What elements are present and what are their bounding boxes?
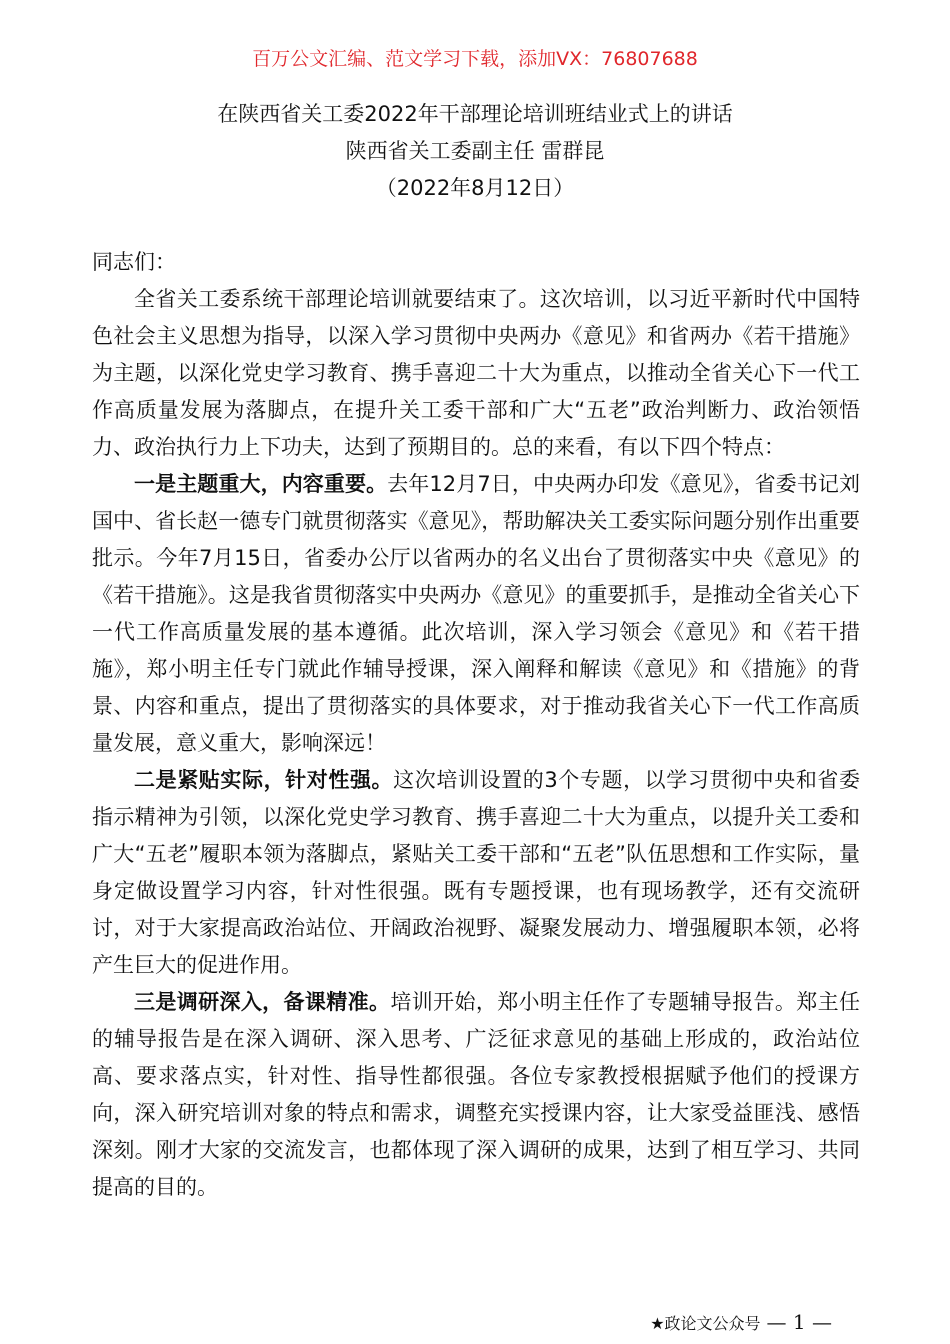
point-two-paragraph <box>92 762 860 984</box>
point-two-heading: 二是紧贴实际，针对性强。 <box>134 768 394 792</box>
document-header <box>0 96 950 207</box>
point-one-paragraph <box>92 466 860 762</box>
speech-body <box>92 244 860 1206</box>
page-footer <box>650 1310 832 1336</box>
point-three-text: 培训开始，郑小明主任作了专题辅导报告。郑主任的辅导报告是在深入调研、深入思考、广泛征求意见的基础上形成的，政治站位高、要求落点实，针对性、指导性都很强。各位专家教授根据赋予他们的授课方向，深入研究培训对象的特点和需求，调整充实授课内容，让大家受益匪浅、感悟深刻。刚才大家的交流发言，也都体现了深入调研的成果，达到了相互学习、共同提高的目的。 <box>92 990 861 1199</box>
point-two-text: 这次培训设置的3个专题，以学习贯彻中央和省委指示精神为引领，以深化党史学习教育、携手喜迎二十大为重点，以提升关工委和广大“五老”履职本领为落脚点，紧贴关工委干部和“五老”队伍思想和工作实际，量身定做设置学习内容，针对性很强。既有专题授课，也有现场教学，还有交流研讨，对于大家提高政治站位、开阔政治视野、凝聚发展动力、增强履职本领，必将产生巨大的促进作用。 <box>92 768 861 977</box>
point-three-paragraph <box>92 984 860 1206</box>
page-number: — 1 — <box>766 1310 832 1334</box>
document-title: 在陕西省关工委2022年干部理论培训班结业式上的讲话 <box>217 102 733 126</box>
speaker-line: 陕西省关工委副主任 雷群昆 <box>345 139 605 163</box>
speech-date: （2022年8月12日） <box>375 176 575 200</box>
point-three-heading: 三是调研深入，备课精准。 <box>134 990 391 1014</box>
salutation: 同志们： <box>92 250 176 274</box>
point-one-text: 去年12月7日，中央两办印发《意见》，省委书记刘国中、省长赵一德专门就贯彻落实《意见》，帮助解决关工委实际问题分别作出重要批示。今年7月15日，省委办公厅以省两办的名义出台了贯彻落实中央《意见》的《若干措施》。这是我省贯彻落实中央两办《意见》的重要抓手，是推动全省关心下一代工作高质量发展的基本遵循。此次培训，深入学习领会《意见》和《若干措施》，郑小明主任专门就此作辅导授课，深入阐释和解读《意见》和《措施》的背景、内容和重点，提出了贯彻落实的具体要求，对于推动我省关心下一代工作高质量发展，意义重大，影响深远！ <box>92 472 860 755</box>
promo-banner: 百万公文汇编、范文学习下载，添加VX：76807688 <box>252 48 698 70</box>
point-one-heading: 一是主题重大，内容重要。 <box>134 472 388 496</box>
footer-source: ★政论文公众号 <box>650 1314 761 1333</box>
intro-paragraph: 全省关工委系统干部理论培训就要结束了。这次培训，以习近平新时代中国特色社会主义思想为指导，以深入学习贯彻中央两办《意见》和省两办《若干措施》为主题，以深化党史学习教育、携手喜迎二十大为重点，以推动全省关心下一代工作高质量发展为落脚点，在提升关工委干部和广大“五老”政治判断力、政治领悟力、政治执行力上下功夫，达到了预期目的。总的来看，有以下四个特点： <box>92 287 860 459</box>
